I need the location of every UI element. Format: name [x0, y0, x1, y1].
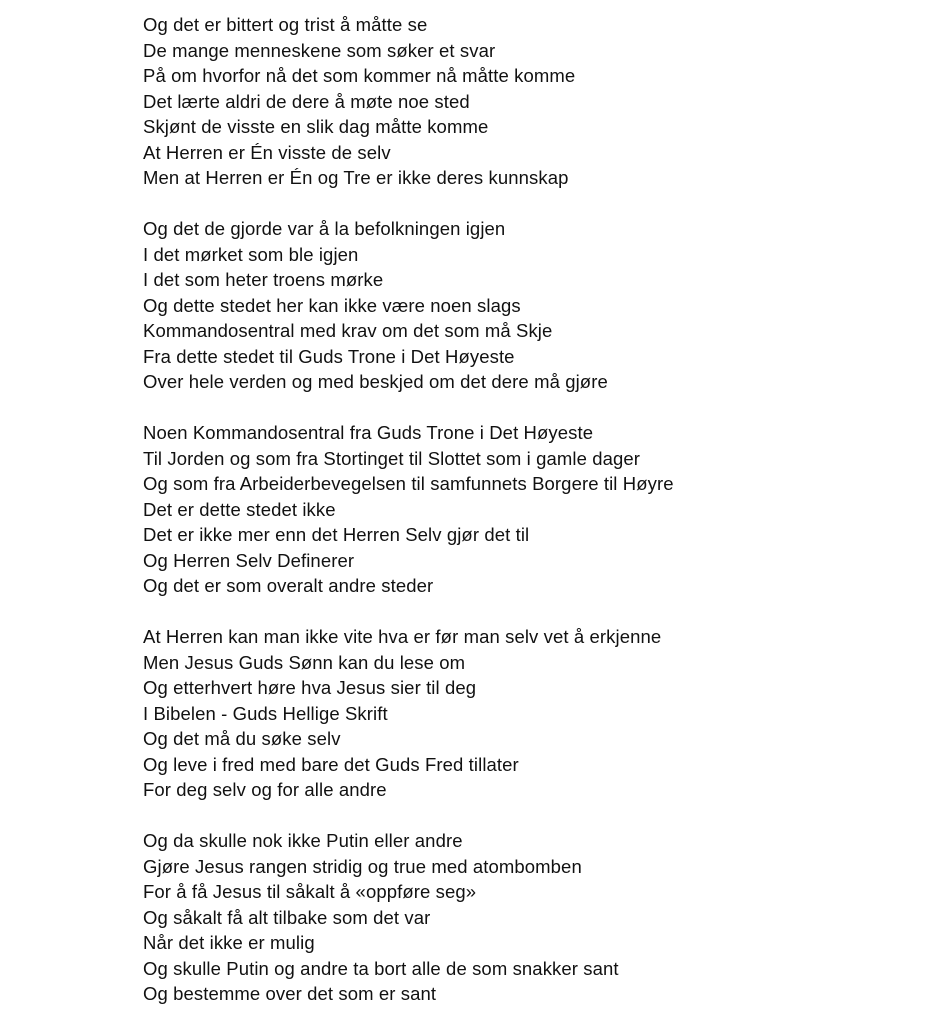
- stanza-1: [143, 12, 923, 191]
- poem-line: Og det må du søke selv: [143, 728, 341, 749]
- stanza-5: [143, 828, 923, 1007]
- stanza-3: [143, 420, 923, 599]
- stanza-4: [143, 624, 923, 803]
- poem-line: Gjøre Jesus rangen stridig og true med atombomben: [143, 855, 582, 877]
- poem-line: På om hvorfor nå det som kommer nå måtte komme: [143, 65, 576, 86]
- poem-text: [143, 12, 923, 1007]
- poem-line: Kommandosentral med krav om det som må Skje: [143, 320, 553, 341]
- poem-line: Og bestemme over det som er sant: [143, 983, 437, 1004]
- poem-line: For deg selv og for alle andre: [143, 779, 387, 800]
- poem-line: Og leve i fred med bare det Guds Fred tillater: [143, 753, 519, 775]
- poem-line: Og det er som overalt andre steder: [143, 575, 434, 596]
- poem-line: Det lærte aldri de dere å møte noe sted: [143, 90, 470, 112]
- poem-line: For å få Jesus til såkalt å «oppføre seg»: [143, 881, 477, 902]
- poem-line: Og det er bittert og trist å måtte se: [143, 14, 428, 35]
- poem-line: Det er ikke mer enn det Herren Selv gjør det til: [143, 524, 530, 545]
- poem-line: Og skulle Putin og andre ta bort alle de som snakker sant: [143, 957, 619, 979]
- poem-line: Og da skulle nok ikke Putin eller andre: [143, 830, 463, 851]
- poem-line: Skjønt de visste en slik dag måtte komme: [143, 116, 489, 137]
- poem-line: Og det de gjorde var å la befolkningen igjen: [143, 218, 506, 239]
- poem-line: Men Jesus Guds Sønn kan du lese om: [143, 651, 466, 673]
- poem-line: Fra dette stedet til Guds Trone i Det Høyeste: [143, 345, 515, 367]
- poem-line: Og Herren Selv Definerer: [143, 549, 355, 571]
- poem-line: I det som heter troens mørke: [143, 269, 384, 290]
- poem-line: Noen Kommandosentral fra Guds Trone i Det Høyeste: [143, 422, 594, 443]
- poem-line: Og dette stedet her kan ikke være noen slags: [143, 294, 521, 316]
- poem-line: Til Jorden og som fra Stortinget til Slottet som i gamle dager: [143, 447, 641, 469]
- poem-line: At Herren er Én visste de selv: [143, 141, 391, 163]
- poem-line: Og etterhvert høre hva Jesus sier til deg: [143, 677, 477, 698]
- poem-line: At Herren kan man ikke vite hva er før man selv vet å erkjenne: [143, 626, 662, 647]
- poem-line: Over hele verden og med beskjed om det dere må gjøre: [143, 371, 608, 392]
- poem-line: I Bibelen - Guds Hellige Skrift: [143, 702, 388, 724]
- stanza-2: [143, 216, 923, 395]
- poem-line: Når det ikke er mulig: [143, 932, 315, 953]
- poem-line: De mange menneskene som søker et svar: [143, 39, 496, 61]
- poem-line: Og som fra Arbeiderbevegelsen til samfunnets Borgere til Høyre: [143, 473, 674, 494]
- poem-line: Og såkalt få alt tilbake som det var: [143, 906, 431, 928]
- poem-line: I det mørket som ble igjen: [143, 243, 359, 265]
- poem-line: Men at Herren er Én og Tre er ikke deres kunnskap: [143, 167, 569, 188]
- poem-line: Det er dette stedet ikke: [143, 498, 336, 520]
